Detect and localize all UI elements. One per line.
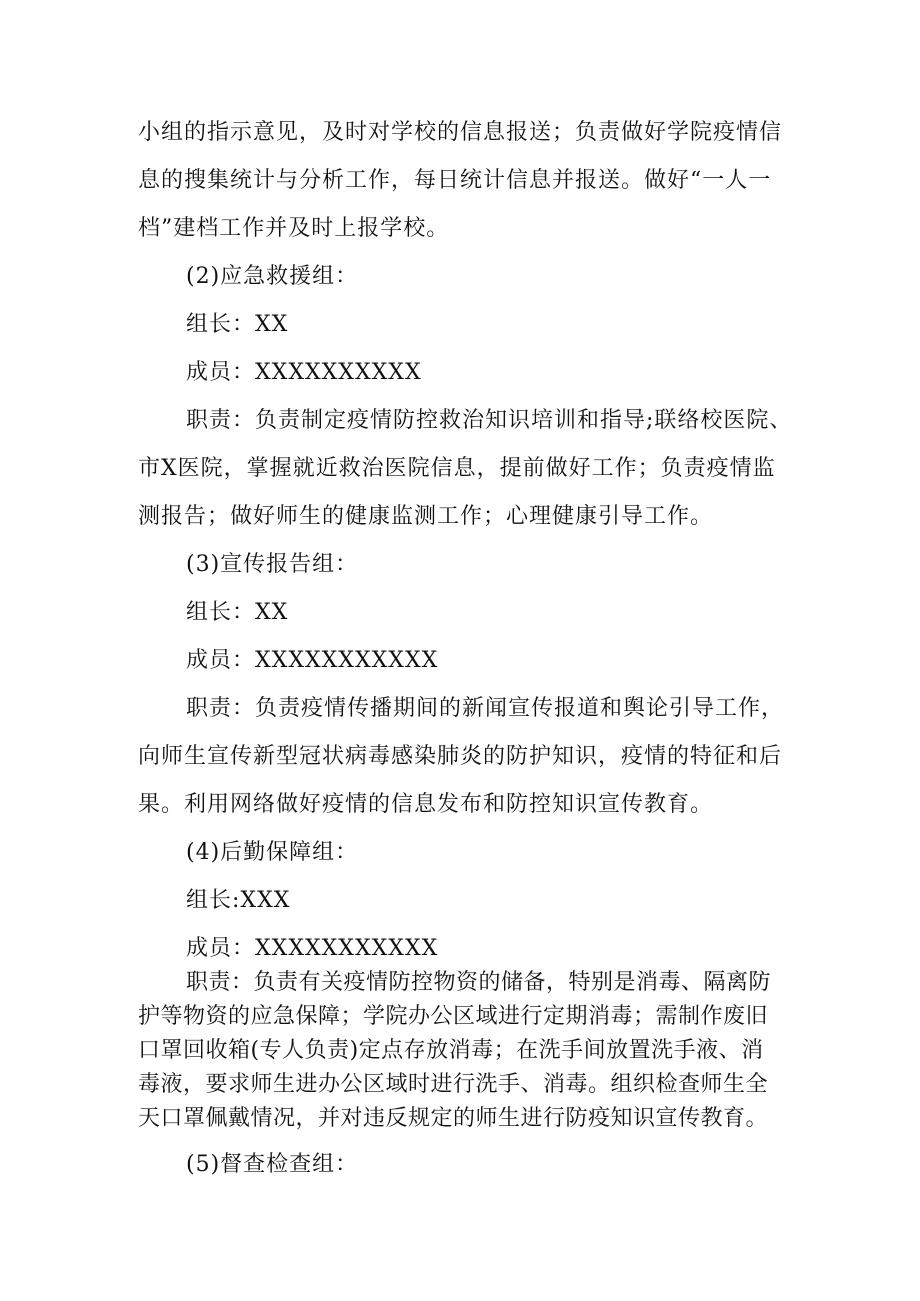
body-text-line: 测报告；做好师生的健康监测工作；心理健康引导工作。 xyxy=(138,504,714,529)
body-text-line: 天口罩佩戴情况，并对违反规定的师生进行防疫知识宣传教育。 xyxy=(138,1106,769,1131)
body-text-line: 护等物资的应急保障；学院办公区域进行定期消毒；需制作废旧 xyxy=(138,1004,769,1029)
responsibility-line: 职责：负责疫情传播期间的新闻宣传报道和舆论引导工作， xyxy=(186,696,785,721)
body-text-line: 毒液，要求师生进办公区域时进行洗手、消毒。组织检查师生全 xyxy=(138,1072,769,1097)
section-heading-2: (2)应急救援组： xyxy=(186,264,359,289)
responsibility-line: 职责：负责制定疫情防控救治知识培训和指导;联络校医院、 xyxy=(186,408,793,433)
body-text-line: 小组的指示意见，及时对学校的信息报送；负责做好学院疫情信 xyxy=(138,120,783,145)
group-members: 成员：XXXXXXXXXXX xyxy=(186,648,439,673)
section-heading-4: (4)后勤保障组： xyxy=(186,840,359,865)
responsibility-line: 职责：负责有关疫情防控物资的储备，特别是消毒、隔离防 xyxy=(186,970,772,995)
group-leader: 组长：XX xyxy=(186,600,289,625)
body-text-line: 口罩回收箱(专人负责)定点存放消毒；在洗手间放置洗手液、消 xyxy=(138,1038,764,1063)
group-members: 成员：XXXXXXXXXXX xyxy=(186,936,439,961)
body-text-line: 向师生宣传新型冠状病毒感染肺炎的防护知识，疫情的特征和后 xyxy=(138,744,783,769)
body-text-line: 果。利用网络做好疫情的信息发布和防控知识宣传教育。 xyxy=(138,792,714,817)
group-leader: 组长:XXX xyxy=(186,888,291,913)
body-text-line: 息的搜集统计与分析工作，每日统计信息并报送。做好“一人一 xyxy=(138,168,772,193)
group-leader: 组长：XX xyxy=(186,312,289,337)
group-members: 成员：XXXXXXXXXX xyxy=(186,360,422,385)
body-text-line: 市X医院，掌握就近救治医院信息，提前做好工作；负责疫情监 xyxy=(138,456,776,481)
section-heading-3: (3)宣传报告组： xyxy=(186,552,359,577)
body-text-line: 档”建档工作并及时上报学校。 xyxy=(138,216,450,241)
section-heading-5: (5)督查检查组： xyxy=(186,1152,359,1177)
